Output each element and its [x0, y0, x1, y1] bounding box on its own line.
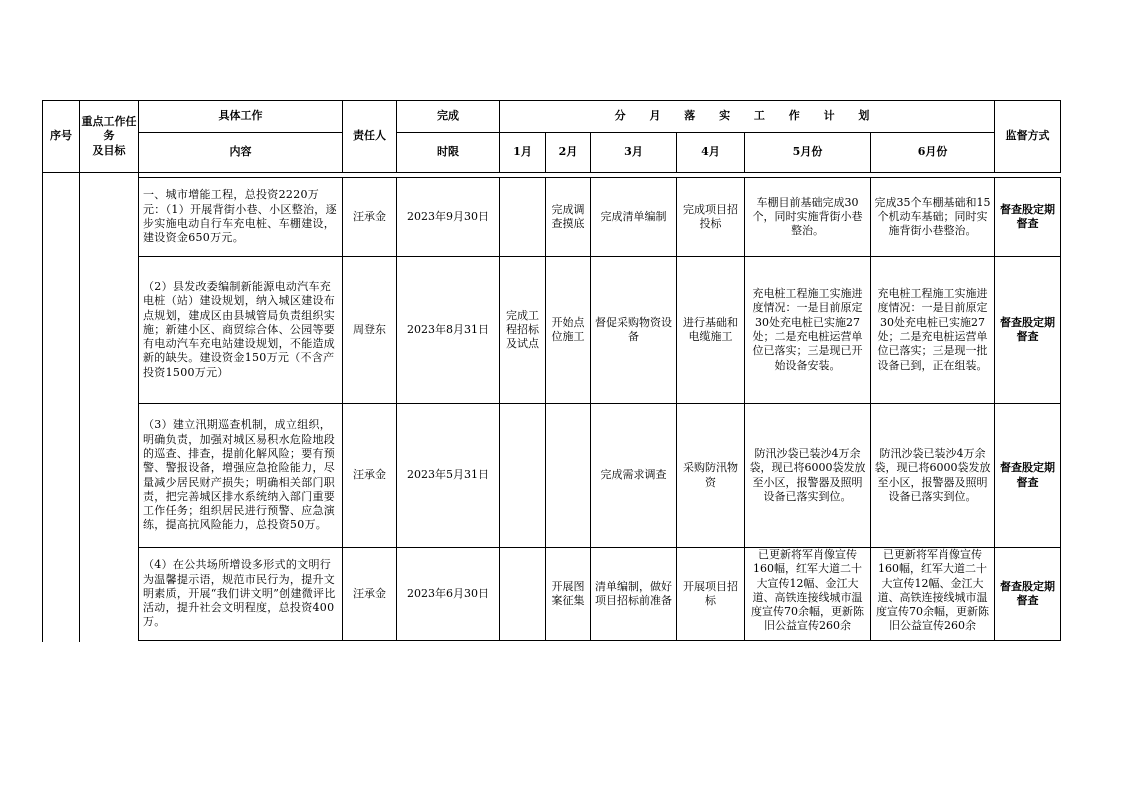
row-deadline: 2023年8月31日 [397, 257, 500, 404]
row-responsible: 汪承金 [343, 404, 397, 548]
row-month-5: 防汛沙袋已装沙4万余袋，现已将6000袋发放至小区，报警器及照明设备已落实到位。 [745, 404, 871, 548]
row-month-2: 开始点位施工 [546, 257, 591, 404]
row-responsible: 周登东 [343, 257, 397, 404]
row-deadline: 2023年9月30日 [397, 178, 500, 257]
work-plan-table [42, 100, 1061, 641]
row-content: 一、城市增能工程，总投资2220万元：（1）开展背街小巷、小区整治，逐步实施电动自行车充电桩、车棚建设，建设资金650万元。 [139, 178, 343, 257]
row-month-2 [546, 404, 591, 548]
row-supervision: 督查股定期督查 [995, 404, 1061, 548]
table-row [43, 548, 1061, 641]
row-month-1 [500, 178, 546, 257]
row-month-1: 完成工程招标及试点 [500, 257, 546, 404]
table-row [43, 257, 1061, 404]
row-month-6: 完成35个车棚基础和15个机动车基础；同时实施背街小巷整治。 [871, 178, 995, 257]
header-key-task-bottom: 及目标 [92, 143, 126, 157]
row-supervision: 督查股定期督查 [995, 257, 1061, 404]
header-deadline-bottom: 时限 [397, 133, 500, 173]
seq-cell [43, 173, 80, 642]
row-month-1 [500, 404, 546, 548]
row-supervision: 督查股定期督查 [995, 548, 1061, 641]
header-month-1: 1月 [500, 133, 546, 173]
row-month-3: 完成清单编制 [591, 178, 677, 257]
row-responsible: 汪承金 [343, 548, 397, 641]
row-month-5: 车棚目前基础完成30个，同时实施背街小巷整治。 [745, 178, 871, 257]
key-task-cell [80, 173, 139, 642]
header-responsible: 责任人 [343, 101, 397, 173]
row-content: （3）建立汛期巡查机制，成立组织，明确负责，加强对城区易积水危险地段的巡查、排查，提前化解风险；要有预警、警报设备，增强应急抢险能力，尽量减少居民财产损失；明确相关部门职责，把完善城区排水系统纳入部门重要工作任务；组织居民进行预警、应急演练，提高抗风险能力，总投资50万。 [139, 404, 343, 548]
header-deadline-top: 完成 [397, 101, 500, 133]
row-content: （2）县发改委编制新能源电动汽车充电桩（站）建设规划，纳入城区建设布点规划，建成区由县城管局负责组织实施；新建小区、商贸综合体、公园等要有电动汽车充电站建设规划，不能造成新的缺失。建设资金150万元（不含产投资1500万元） [139, 257, 343, 404]
header-month-4: 4月 [677, 133, 745, 173]
row-month-3: 督促采购物资设备 [591, 257, 677, 404]
row-month-6-text: 已更新将军肖像宣传160幅，红军大道二十大宣传12幅、金江大道、高铁连接线城市温度宣传70余幅，更新陈旧公益宣传260余 [876, 548, 990, 633]
header-key-task [80, 101, 139, 173]
row-deadline: 2023年5月31日 [397, 404, 500, 548]
row-month-5-text: 已更新将军肖像宣传160幅，红军大道二十大宣传12幅、金江大道、高铁连接线城市温度宣传70余幅，更新陈旧公益宣传260余 [751, 548, 864, 633]
header-seq: 序号 [43, 101, 80, 173]
header-specific-work: 具体工作 [139, 101, 343, 133]
header-monthly-plan: 分 月 落 实 工 作 计 划 [500, 101, 995, 133]
row-month-2: 开展图案征集 [546, 548, 591, 641]
row-month-3: 清单编制，做好项目招标前准备 [591, 548, 677, 641]
row-month-4: 完成项目招投标 [677, 178, 745, 257]
header-supervision: 监督方式 [995, 101, 1061, 173]
header-content: 内容 [139, 133, 343, 173]
row-month-1 [500, 548, 546, 641]
row-month-5: 充电桩工程施工实施进度情况：一是目前原定30处充电桩已实施27处；二是充电桩运营单位已落实；三是现已开始设备安装。 [745, 257, 871, 404]
header-month-5: 5月份 [745, 133, 871, 173]
row-deadline: 2023年6月30日 [397, 548, 500, 641]
table-row [43, 404, 1061, 548]
header-month-6: 6月份 [871, 133, 995, 173]
row-month-5 [745, 548, 871, 641]
row-month-3: 完成需求调查 [591, 404, 677, 548]
row-month-6: 防汛沙袋已装沙4万余袋，现已将6000袋发放至小区，报警器及照明设备已落实到位。 [871, 404, 995, 548]
row-month-2: 完成调查摸底 [546, 178, 591, 257]
row-content: （4）在公共场所增设多形式的文明行为温馨提示语，规范市民行为，提升文明素质，开展“我们讲文明”创建微评比活动，提升社会文明程度，总投资400万。 [139, 548, 343, 641]
row-month-4: 采购防汛物资 [677, 404, 745, 548]
row-month-4: 进行基础和电缆施工 [677, 257, 745, 404]
row-supervision: 督查股定期督查 [995, 178, 1061, 257]
header-key-task-top: 重点工作任务 [81, 115, 137, 143]
row-responsible: 汪承金 [343, 178, 397, 257]
row-month-6 [871, 548, 995, 641]
table-row [43, 178, 1061, 257]
row-month-4: 开展项目招标 [677, 548, 745, 641]
header-month-2: 2月 [546, 133, 591, 173]
row-month-6: 充电桩工程施工实施进度情况：一是目前原定30处充电桩已实施27处；二是充电桩运营单位已落实；三是现一批设备已到，正在组装。 [871, 257, 995, 404]
header-month-3: 3月 [591, 133, 677, 173]
